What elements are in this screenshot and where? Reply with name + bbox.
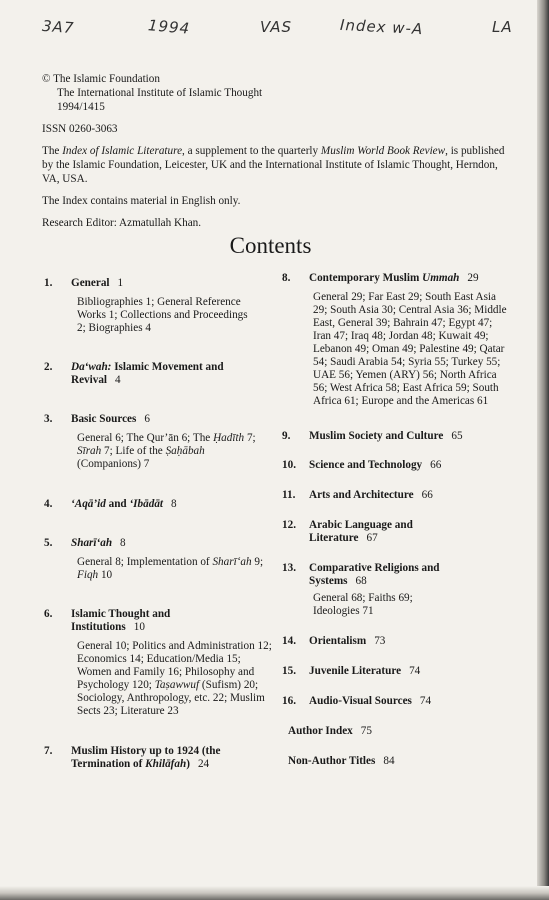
toc-entry-shariah [44, 537, 274, 582]
text: 7; Life of the [101, 445, 166, 457]
language-note: The Index contains material in English only. [42, 195, 241, 207]
entry-page: 67 [366, 532, 378, 544]
entry-title: ) [186, 758, 190, 770]
entry-number: 15. [282, 665, 296, 677]
text: The [42, 145, 63, 157]
entry-number: 2. [44, 361, 53, 373]
text: General 8; Implementation of [77, 556, 213, 568]
entry-title: Author Index [288, 725, 353, 737]
toc-entry-arts-architecture [282, 489, 512, 502]
text: 9; [251, 556, 264, 568]
toc-entry-contemporary-ummah [282, 272, 512, 408]
entry-title-italic: ‘Aqā’id [71, 498, 106, 510]
toc-entry-non-author-titles [282, 755, 512, 768]
entry-title: Contemporary Muslim [309, 272, 423, 284]
page-edge [537, 0, 549, 900]
page-bottom-edge [0, 886, 549, 900]
entry-number: 13. [282, 562, 296, 574]
entry-number: 11. [282, 489, 296, 501]
entry-page: 8 [120, 537, 126, 549]
entry-title: Islamic Thought and Institutions [71, 608, 171, 633]
entry-title-italic: ‘Ibādāt [129, 498, 164, 510]
text: General 6; The Qur’ān 6; The [77, 432, 214, 444]
issn-line: ISSN 0260-3063 [42, 123, 118, 135]
entry-number: 3. [44, 413, 53, 425]
entry-number: 8. [282, 272, 291, 284]
toc-entry-muslim-history [44, 745, 274, 771]
entry-page: 65 [451, 430, 463, 442]
toc-right-column [282, 272, 512, 768]
entry-title: General [71, 277, 110, 289]
description-paragraph [42, 144, 512, 186]
entry-subtopics [44, 640, 272, 718]
entry-number: 7. [44, 745, 53, 757]
entry-subtopics [44, 556, 267, 582]
entry-title-italic: Da‘wah: [71, 361, 112, 373]
toc-entry-juvenile-literature [282, 665, 512, 678]
contents-title: Contents [229, 233, 312, 258]
year-line: 1994/1415 [57, 101, 105, 113]
entry-title: Muslim Society and Culture [309, 430, 444, 442]
entry-page: 8 [171, 498, 177, 510]
entry-page: 24 [197, 758, 210, 770]
entry-subtopics: General 29; Far East 29; South East Asia 29; South Asia 30; Central Asia 36; Middle East, General 39; Bahrain 47; Egypt 47; Iran 47; Iraq 48; Jordan 48; Kuwait 49; Lebanon 49; Oman 49; Palestine 49; Qatar 54; Saudi Arabia 54; Syria 55; Turkey 55; UAE 56; Yemen (ARY) 56; North Africa 56; West Africa 58; East Africa 59; South Africa 61; Europe and the Americas 61 [313, 291, 507, 407]
entry-title: Orientalism [309, 635, 367, 647]
entry-page: 6 [144, 413, 150, 425]
entry-title: Science and Technology [309, 459, 423, 471]
text: , is published by the Islamic Foundation, Leicester, UK and the International Institute of Islamic Thought, Herndon, VA, USA. [42, 145, 505, 185]
entry-title-italic: Ummah [422, 272, 460, 284]
text-italic: Sharī‘ah [212, 556, 252, 568]
copyright-line: © The Islamic Foundation [42, 73, 160, 85]
entry-page: 73 [374, 635, 386, 647]
toc-entry-science-technology [282, 459, 512, 472]
handwritten-note: VAS [260, 18, 293, 36]
toc-entry-comparative-religions [282, 562, 512, 618]
toc-left-column [44, 272, 274, 771]
text-italic: Taṣawwuf [154, 679, 200, 691]
entry-title: Muslim History up to 1924 (the Termination of [71, 745, 221, 770]
toc-entry-aqaid [44, 498, 274, 511]
toc-entry-society-culture [282, 430, 512, 443]
handwritten-note: Index w-A [339, 15, 424, 39]
entry-title: Juvenile Literature [309, 665, 402, 677]
toc-entry-islamic-thought [44, 608, 274, 718]
entry-page: 75 [360, 725, 372, 737]
text: (Companions) 7 [77, 458, 150, 470]
entry-page: 84 [383, 755, 395, 767]
entry-subtopics: Bibliographies 1; General Reference Works 1; Collections and Proceedings 2; Biographies 4 [77, 296, 248, 334]
entry-subtopics [44, 432, 267, 471]
entry-number: 9. [282, 430, 291, 442]
entry-number: 6. [44, 608, 53, 620]
entry-page: 66 [421, 489, 433, 501]
editor-line: Research Editor: Azmatullah Khan. [42, 217, 202, 229]
entry-title: and [105, 498, 130, 510]
text-italic: Sīrah [77, 445, 102, 457]
toc-entry-general [44, 277, 274, 335]
entry-title: Basic Sources [71, 413, 137, 425]
entry-title: Non-Author Titles [288, 755, 376, 767]
toc-entry-arabic-language [282, 519, 512, 545]
entry-page: 74 [419, 695, 432, 707]
toc-entry-dawah [44, 361, 274, 387]
entry-number: 12. [282, 519, 296, 531]
entry-title: Audio-Visual Sources [309, 695, 412, 707]
entry-page: 1 [117, 277, 124, 289]
entry-title-italic: Sharī‘ah [71, 537, 113, 549]
handwritten-note: 1994 [147, 16, 191, 38]
entry-number: 5. [44, 537, 53, 549]
entry-title: Arabic Language and Literature [309, 519, 413, 544]
toc-entry-author-index [282, 725, 512, 738]
publication-title: Muslim World Book Review [320, 145, 446, 157]
entry-number: 4. [44, 498, 53, 510]
entry-title: Islamic Movement and Revival [71, 361, 224, 386]
entry-number: 16. [282, 695, 296, 707]
text-italic: Fiqh [77, 569, 99, 581]
entry-page: 10 [133, 621, 145, 633]
institute-line: The International Institute of Islamic Thought [57, 87, 263, 99]
text-italic: Ṣaḥābah [165, 445, 205, 457]
entry-title-italic: Khilāfah [145, 758, 187, 770]
publication-title: Index of Islamic Literature [62, 145, 183, 157]
entry-page: 68 [355, 575, 367, 587]
handwritten-note: 3A7 [41, 16, 75, 38]
entry-number: 10. [282, 459, 296, 471]
text: 7; [244, 432, 256, 444]
entry-number: 1. [44, 277, 53, 289]
toc-entry-audio-visual [282, 695, 512, 708]
text: 10 [98, 569, 113, 581]
handwritten-note: LA [492, 18, 513, 36]
text: (Sufism) 20; Sociology, Anthropology, etc. 22; Muslim Sects 23; Literature 23 [77, 679, 265, 717]
text: General 10; Politics and Administration 12; Economics 14; Education/Media 15; Women and Family 16; Philosophy and Psychology 120; [77, 640, 272, 691]
entry-title: Arts and Architecture [309, 489, 414, 501]
entry-page: 4 [115, 374, 121, 386]
toc-entry-orientalism [282, 635, 512, 648]
entry-title: Comparative Religions and Systems [309, 562, 440, 587]
entry-page: 29 [467, 272, 479, 284]
entry-page: 74 [409, 665, 421, 677]
entry-page: 66 [430, 459, 442, 471]
entry-number: 14. [282, 635, 296, 647]
imprint-block [42, 72, 512, 230]
text-italic: Ḥadīth [213, 432, 245, 444]
text: , a supplement to the quarterly [182, 145, 321, 157]
entry-subtopics: General 68; Faiths 69; Ideologies 71 [313, 592, 413, 617]
toc-entry-basic-sources [44, 413, 274, 471]
